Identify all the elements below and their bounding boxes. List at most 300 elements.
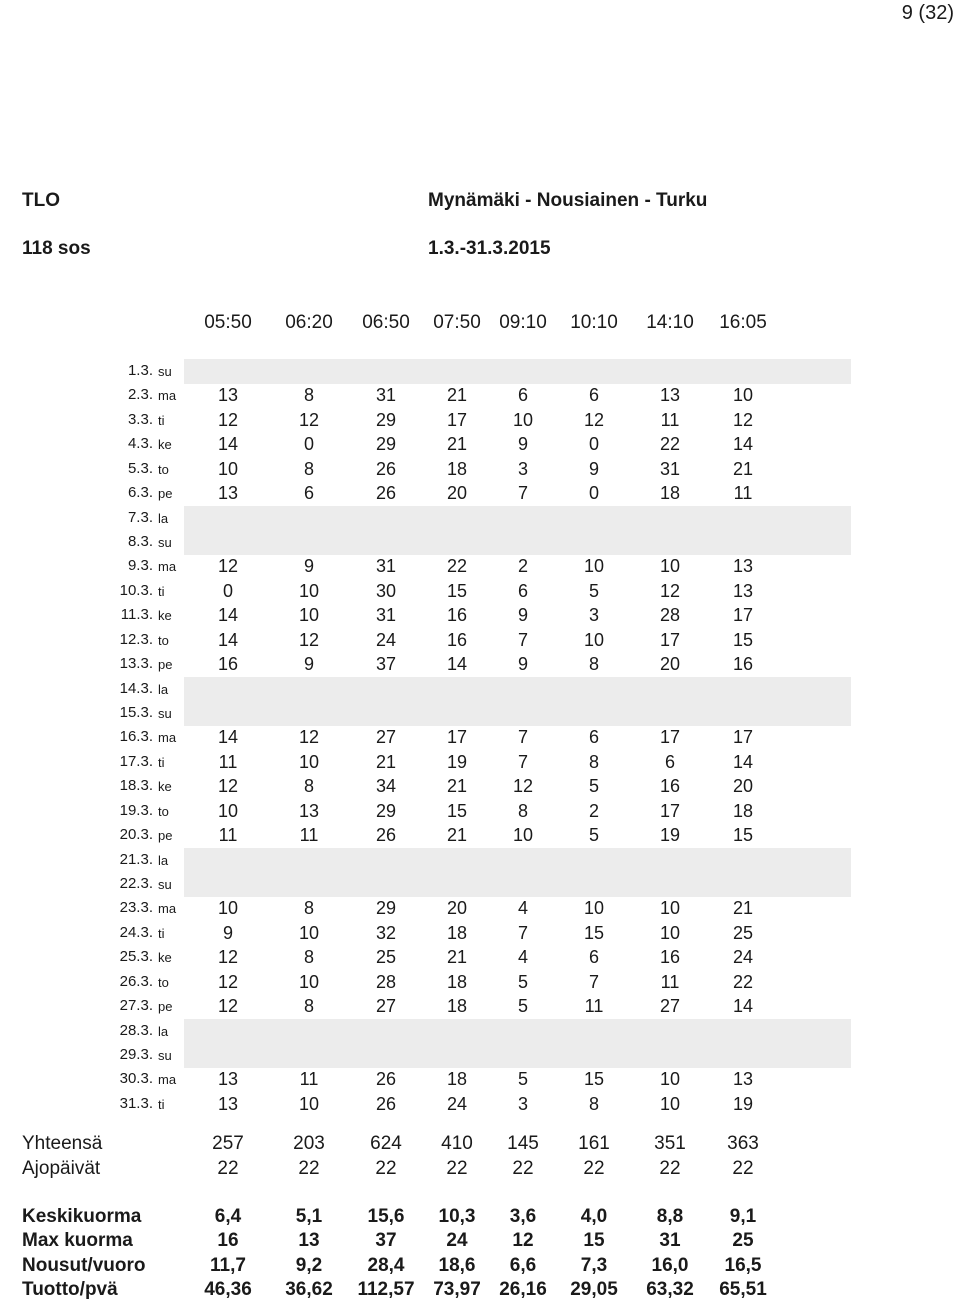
passenger-count: 7 [517, 727, 528, 748]
summary-value: 63,32 [646, 1278, 694, 1300]
row-weekday: ma [158, 388, 177, 404]
passenger-count: 12 [512, 776, 534, 797]
passenger-count: 10 [512, 825, 534, 846]
summary-value: 16,0 [651, 1254, 689, 1276]
passenger-count: 8 [303, 898, 314, 919]
passenger-count: 7 [517, 483, 528, 504]
passenger-count: 24 [446, 1093, 468, 1114]
row-weekday: ke [158, 437, 172, 453]
summary-value: 257 [212, 1133, 244, 1154]
row-weekday: su [158, 535, 172, 550]
summary-value: 29,05 [570, 1278, 618, 1300]
row-weekday: la [158, 852, 169, 868]
table-row [0, 823, 960, 848]
passenger-count: 9 [588, 458, 599, 479]
passenger-count: 17 [446, 727, 468, 748]
summary-value: 7,3 [580, 1254, 608, 1276]
row-date: 26.3. [119, 972, 153, 990]
table-row [0, 579, 960, 604]
passenger-count: 16 [659, 947, 681, 968]
table-row [0, 481, 960, 506]
row-date: 28.3. [119, 1021, 153, 1039]
row-shading [184, 1043, 851, 1068]
passenger-count: 11 [299, 825, 319, 846]
passenger-count: 8 [303, 996, 314, 1017]
passenger-count: 9 [222, 922, 233, 943]
summary-value: 22 [732, 1157, 754, 1179]
passenger-count: 5 [517, 996, 528, 1017]
passenger-count: 19 [659, 825, 681, 846]
row-shading [184, 506, 851, 531]
row-date: 12.3. [119, 630, 153, 648]
summary-value: 16,5 [724, 1254, 762, 1276]
passenger-count: 9 [303, 556, 314, 577]
summary-value: 3,6 [509, 1206, 537, 1227]
passenger-count: 13 [298, 800, 320, 821]
departure-time: 07:50 [433, 312, 481, 333]
row-weekday: su [158, 706, 172, 722]
passenger-count: 10 [659, 922, 681, 943]
table-row [0, 383, 960, 408]
passenger-count: 10 [217, 800, 239, 821]
row-shading [184, 872, 851, 897]
summary-value: 25 [732, 1230, 754, 1252]
row-date: 9.3. [127, 557, 153, 575]
passenger-count: 16 [217, 654, 239, 675]
passenger-count: 29 [375, 898, 397, 919]
row-weekday: to [158, 974, 169, 990]
summary-value: 624 [370, 1133, 402, 1154]
passenger-count: 27 [375, 727, 397, 748]
summary-row [0, 1133, 960, 1157]
row-date: 3.3. [127, 410, 153, 428]
passenger-count: 16 [446, 605, 468, 626]
row-weekday: su [158, 1048, 172, 1064]
summary-value: 22 [583, 1157, 605, 1179]
row-shading [184, 530, 851, 555]
row-date: 31.3. [119, 1094, 153, 1112]
summary-value: 11,7 [210, 1254, 246, 1276]
passenger-count: 10 [298, 1093, 320, 1114]
passenger-count: 20 [446, 898, 468, 919]
passenger-count: 0 [303, 434, 314, 455]
summary-value: 22 [659, 1157, 681, 1179]
passenger-count: 32 [375, 922, 397, 943]
passenger-count: 27 [375, 996, 397, 1017]
passenger-count: 28 [659, 605, 681, 626]
passenger-count: 6 [588, 385, 599, 406]
row-weekday: pe [158, 657, 173, 673]
passenger-count: 5 [517, 1069, 528, 1090]
summary-value: 26,16 [499, 1278, 547, 1300]
passenger-count: 11 [733, 483, 753, 504]
summary-value: 16 [217, 1230, 239, 1252]
summary-value: 22 [446, 1157, 468, 1179]
passenger-count: 13 [732, 1069, 754, 1090]
table-row [0, 652, 960, 677]
row-date: 7.3. [127, 508, 153, 526]
passenger-count: 18 [732, 800, 754, 821]
row-date: 29.3. [119, 1046, 153, 1064]
summary-value: 10,3 [438, 1206, 476, 1227]
passenger-count: 10 [659, 556, 681, 577]
row-date: 25.3. [119, 948, 153, 966]
table-row [0, 896, 960, 921]
passenger-count: 9 [517, 434, 528, 455]
passenger-count: 18 [446, 458, 468, 479]
row-weekday: ke [158, 950, 172, 966]
passenger-count: 20 [446, 483, 468, 504]
summary-value: 22 [512, 1157, 534, 1179]
passenger-count: 12 [217, 971, 239, 992]
passenger-count: 21 [732, 458, 754, 479]
table-row [0, 1067, 960, 1092]
summary-label: Nousut/vuoro [22, 1254, 146, 1276]
passenger-count: 15 [583, 922, 605, 943]
row-weekday: pe [158, 486, 173, 502]
passenger-count: 21 [446, 825, 468, 846]
passenger-count: 10 [583, 898, 605, 919]
passenger-count: 5 [588, 776, 599, 797]
passenger-count: 29 [375, 434, 397, 455]
departure-time: 05:50 [204, 312, 252, 333]
passenger-count: 2 [517, 556, 528, 577]
row-weekday: ma [158, 901, 177, 917]
row-weekday: la [158, 1023, 169, 1039]
row-weekday: ti [158, 925, 165, 941]
summary-value: 36,62 [285, 1278, 333, 1300]
row-weekday: ma [158, 1072, 177, 1088]
passenger-count: 17 [659, 629, 681, 650]
passenger-count: 11 [218, 751, 238, 772]
row-date: 15.3. [119, 704, 153, 722]
passenger-count: 15 [732, 629, 754, 650]
passenger-count: 17 [446, 409, 468, 430]
row-date: 11.3. [120, 606, 153, 624]
passenger-count: 12 [659, 580, 681, 601]
passenger-count: 26 [375, 483, 397, 504]
passenger-count: 7 [517, 751, 528, 772]
passenger-count: 14 [217, 727, 239, 748]
passenger-count: 11 [660, 971, 680, 992]
summary-value: 22 [217, 1157, 239, 1179]
passenger-count: 12 [583, 409, 605, 430]
passenger-count: 5 [588, 580, 599, 601]
row-date: 16.3. [119, 728, 153, 746]
summary-value: 363 [727, 1133, 759, 1154]
passenger-count: 11 [218, 825, 238, 846]
summary-value: 410 [441, 1133, 473, 1154]
summary-value: 15 [583, 1230, 605, 1252]
row-date: 13.3. [119, 655, 153, 673]
passenger-count: 10 [659, 1093, 681, 1114]
summary-value: 6,6 [509, 1254, 537, 1276]
summary-value: 5,1 [295, 1206, 323, 1227]
row-weekday: ti [158, 583, 165, 599]
table-row [0, 945, 960, 970]
table-row [0, 799, 960, 824]
summary-value: 4,0 [580, 1206, 608, 1227]
table-row [0, 457, 960, 482]
passenger-count: 0 [222, 580, 233, 601]
passenger-count: 11 [299, 1069, 319, 1090]
passenger-count: 31 [659, 458, 681, 479]
summary-value: 65,51 [719, 1278, 767, 1300]
row-date: 1.3. [127, 362, 153, 379]
summary-value: 73,97 [433, 1278, 481, 1300]
line-code: 118 sos [22, 238, 91, 259]
row-weekday: pe [158, 828, 173, 844]
table-row [0, 994, 960, 1019]
passenger-count: 14 [217, 434, 239, 455]
row-shading [184, 701, 851, 726]
row-weekday: to [158, 632, 169, 648]
passenger-count: 10 [298, 580, 320, 601]
passenger-count: 0 [588, 483, 599, 504]
summary-label: Max kuorma [22, 1230, 133, 1252]
passenger-count: 6 [588, 947, 599, 968]
passenger-count: 5 [517, 971, 528, 992]
passenger-count: 30 [375, 580, 397, 601]
table-row [0, 1092, 960, 1117]
passenger-count: 26 [375, 1093, 397, 1114]
table-row [0, 530, 960, 555]
row-shading [184, 848, 851, 873]
passenger-count: 20 [659, 654, 681, 675]
row-date: 24.3. [119, 923, 153, 941]
passenger-count: 21 [375, 751, 397, 772]
passenger-count: 29 [375, 409, 397, 430]
summary-value: 112,57 [357, 1278, 415, 1300]
passenger-count: 21 [446, 385, 468, 406]
summary-value: 6,4 [214, 1206, 242, 1227]
passenger-count: 16 [659, 776, 681, 797]
summary-value: 8,8 [656, 1206, 684, 1227]
passenger-count: 6 [588, 727, 599, 748]
passenger-count: 12 [732, 409, 754, 430]
row-date: 22.3. [119, 875, 153, 893]
summary-value: 46,36 [204, 1278, 252, 1300]
passenger-count: 3 [517, 458, 528, 479]
passenger-count: 16 [446, 629, 468, 650]
row-date: 5.3. [127, 459, 153, 477]
row-date: 4.3. [127, 435, 153, 453]
passenger-count: 14 [732, 996, 754, 1017]
passenger-count: 31 [375, 605, 397, 626]
row-date: 10.3. [119, 581, 153, 599]
passenger-count: 14 [446, 654, 468, 675]
passenger-count: 18 [446, 922, 468, 943]
passenger-count: 13 [217, 385, 239, 406]
passenger-count: 6 [664, 751, 675, 772]
summary-value: 9,2 [295, 1254, 323, 1276]
passenger-count: 16 [732, 654, 754, 675]
table-row [0, 677, 960, 702]
row-weekday: su [158, 877, 172, 893]
table-row [0, 408, 960, 433]
passenger-count: 11 [584, 996, 604, 1017]
summary-value: 13 [298, 1230, 320, 1252]
passenger-count: 12 [217, 996, 239, 1017]
summary-value: 22 [298, 1157, 320, 1179]
passenger-count: 17 [732, 727, 754, 748]
row-date: 23.3. [119, 899, 153, 917]
passenger-count: 11 [660, 409, 680, 430]
passenger-count: 12 [298, 727, 320, 748]
passenger-count: 13 [732, 580, 754, 601]
summary-value: 203 [293, 1133, 325, 1154]
passenger-count: 10 [659, 898, 681, 919]
page-number: 9 (32) [901, 2, 954, 24]
passenger-count: 0 [588, 434, 599, 455]
passenger-count: 13 [217, 483, 239, 504]
passenger-count: 14 [732, 751, 754, 772]
passenger-count: 17 [659, 727, 681, 748]
row-date: 30.3. [119, 1070, 153, 1088]
passenger-count: 10 [659, 1069, 681, 1090]
table-row [0, 554, 960, 579]
passenger-count: 6 [303, 483, 314, 504]
table-row [0, 432, 960, 457]
passenger-count: 10 [298, 971, 320, 992]
table-row [0, 359, 960, 384]
passenger-count: 31 [375, 385, 397, 406]
passenger-count: 12 [217, 776, 239, 797]
passenger-count: 8 [588, 751, 599, 772]
row-weekday: ti [158, 754, 165, 770]
table-row [0, 921, 960, 946]
row-weekday: ke [158, 779, 172, 795]
passenger-count: 10 [217, 898, 239, 919]
table-row [0, 970, 960, 995]
summary-value: 161 [578, 1133, 610, 1154]
passenger-count: 10 [217, 458, 239, 479]
row-weekday: la [158, 681, 169, 697]
row-date: 17.3. [119, 752, 153, 770]
passenger-count: 18 [446, 1069, 468, 1090]
row-weekday: ti [158, 1096, 165, 1112]
table-row [0, 628, 960, 653]
passenger-count: 13 [217, 1093, 239, 1114]
summary-row [0, 1255, 960, 1279]
passenger-count: 37 [375, 654, 397, 675]
route-title: Mynämäki - Nousiainen - Turku [428, 190, 708, 211]
passenger-count: 13 [659, 385, 681, 406]
row-date: 19.3. [119, 801, 153, 819]
table-row [0, 750, 960, 775]
row-weekday: pe [158, 999, 173, 1015]
passenger-count: 25 [732, 922, 754, 943]
passenger-count: 10 [583, 556, 605, 577]
table-row [0, 774, 960, 799]
departure-time: 14:10 [646, 312, 694, 333]
passenger-count: 13 [732, 556, 754, 577]
passenger-count: 6 [517, 385, 528, 406]
passenger-count: 19 [732, 1093, 754, 1114]
period-label: 1.3.-31.3.2015 [428, 238, 551, 259]
passenger-count: 17 [659, 800, 681, 821]
summary-value: 351 [654, 1133, 686, 1154]
row-date: 18.3. [119, 777, 153, 795]
table-row [0, 848, 960, 873]
departure-time: 10:10 [570, 312, 618, 333]
passenger-count: 10 [298, 751, 320, 772]
row-shading [184, 677, 851, 702]
passenger-count: 19 [446, 751, 468, 772]
passenger-count: 21 [446, 434, 468, 455]
row-weekday: la [158, 510, 169, 526]
row-weekday: ti [158, 412, 165, 428]
passenger-count: 12 [298, 629, 320, 650]
passenger-count: 6 [517, 580, 528, 601]
row-weekday: su [158, 364, 172, 379]
passenger-count: 4 [517, 898, 528, 919]
row-date: 20.3. [119, 826, 153, 844]
passenger-count: 15 [732, 825, 754, 846]
passenger-count: 31 [375, 556, 397, 577]
row-date: 2.3. [127, 386, 153, 404]
operator-label: TLO [22, 190, 60, 211]
passenger-count: 7 [588, 971, 599, 992]
departure-time: 06:50 [362, 312, 410, 333]
passenger-count: 10 [732, 385, 754, 406]
summary-row [0, 1230, 960, 1254]
summary-value: 18,6 [438, 1254, 476, 1276]
passenger-count: 10 [298, 605, 320, 626]
row-weekday: to [158, 461, 169, 477]
passenger-count: 12 [217, 556, 239, 577]
summary-value: 28,4 [367, 1254, 405, 1276]
row-date: 14.3. [119, 679, 153, 697]
passenger-count: 26 [375, 458, 397, 479]
passenger-count: 8 [588, 1093, 599, 1114]
row-shading [184, 1019, 851, 1044]
table-row [0, 1019, 960, 1044]
passenger-count: 29 [375, 800, 397, 821]
table-row [0, 1043, 960, 1068]
passenger-count: 22 [732, 971, 754, 992]
passenger-count: 3 [588, 605, 599, 626]
row-weekday: ma [158, 559, 177, 575]
passenger-count: 13 [217, 1069, 239, 1090]
summary-value: 9,1 [729, 1206, 757, 1227]
passenger-count: 8 [303, 947, 314, 968]
passenger-count: 15 [583, 1069, 605, 1090]
passenger-count: 12 [217, 947, 239, 968]
summary-row [0, 1158, 960, 1182]
passenger-count: 26 [375, 825, 397, 846]
summary-value: 24 [446, 1230, 468, 1252]
passenger-count: 14 [217, 605, 239, 626]
passenger-count: 3 [517, 1093, 528, 1114]
summary-value: 22 [375, 1157, 397, 1179]
departure-time: 06:20 [285, 312, 333, 333]
passenger-count: 25 [375, 947, 397, 968]
row-weekday: ke [158, 608, 172, 624]
passenger-count: 17 [732, 605, 754, 626]
passenger-count: 9 [517, 605, 528, 626]
passenger-count: 14 [217, 629, 239, 650]
table-row [0, 872, 960, 897]
passenger-count: 9 [517, 654, 528, 675]
passenger-count: 28 [375, 971, 397, 992]
passenger-count: 18 [446, 971, 468, 992]
row-shading [184, 359, 851, 384]
summary-value: 12 [512, 1230, 534, 1252]
passenger-count: 8 [517, 800, 528, 821]
passenger-count: 7 [517, 922, 528, 943]
passenger-count: 27 [659, 996, 681, 1017]
